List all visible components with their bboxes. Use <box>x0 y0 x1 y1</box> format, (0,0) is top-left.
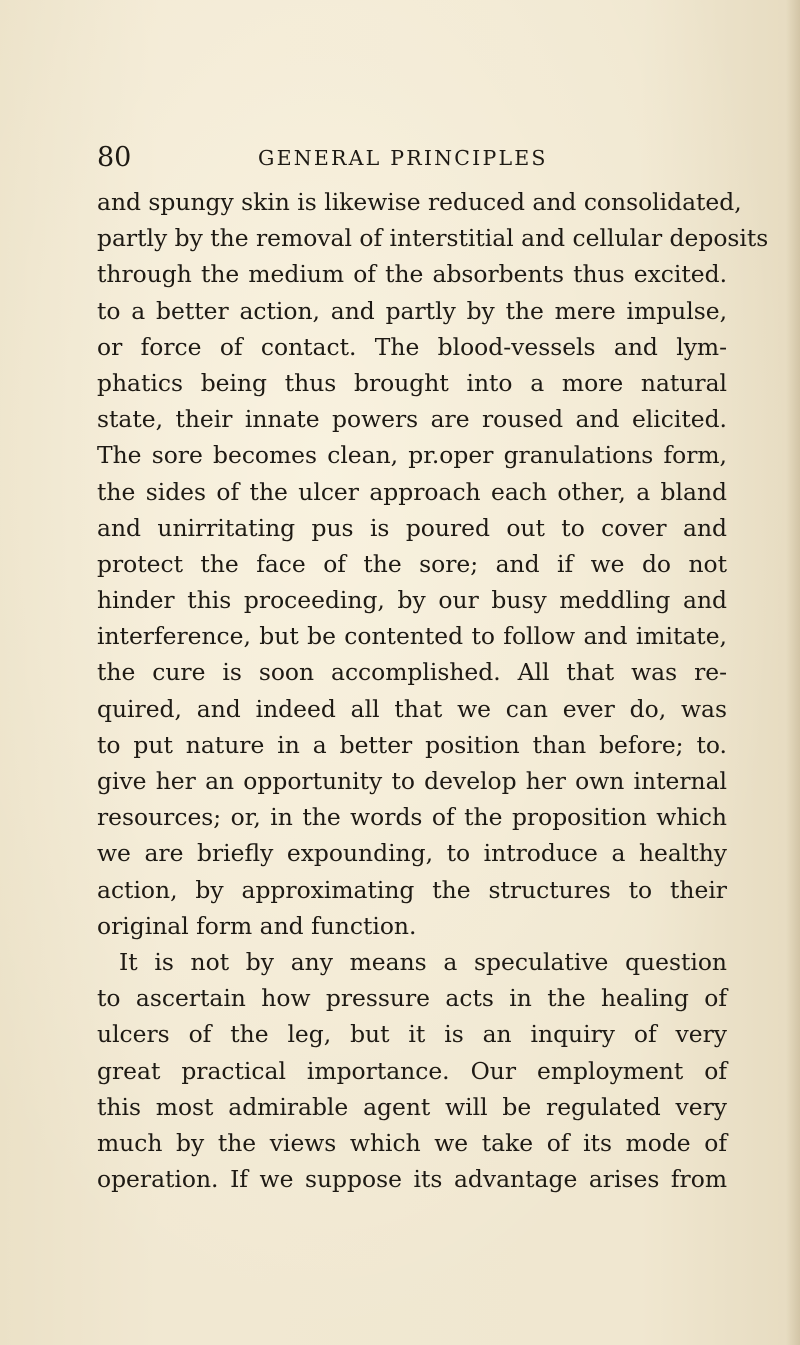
page-edge-shadow <box>786 0 800 1345</box>
text-line: The sore becomes clean, pr.oper granulations form, <box>97 441 727 470</box>
text-line: or force of contact. The blood-vessels and lym- <box>97 332 727 361</box>
text-line: we are briefly expounding, to introduce a healthy <box>97 839 727 868</box>
text-line: give her an opportunity to develop her own internal <box>97 767 727 795</box>
text-line: action, by approximating the structures to their <box>97 875 727 904</box>
text-line-paragraph-start: It is not by any means a speculative question <box>119 947 727 976</box>
text-line: operation. If we suppose its advantage arises from <box>97 1165 727 1194</box>
text-line: and spungy skin is likewise reduced and consolidated, <box>97 188 742 216</box>
text-line: partly by the removal of interstitial and cellular deposits <box>97 224 769 253</box>
page-header <box>0 138 800 178</box>
text-line: the sides of the ulcer approach each other, a bland <box>97 477 727 506</box>
text-line-paragraph-end: original form and function. <box>97 911 417 940</box>
text-line: interference, but be contented to follow and imitate, <box>97 622 727 651</box>
text-line: protect the face of the sore; and if we do not <box>97 549 727 578</box>
text-line: the cure is soon accomplished. All that was re- <box>97 658 727 687</box>
text-line: great practical importance. Our employment of <box>97 1056 727 1085</box>
text-line: resources; or, in the words of the proposition which <box>97 803 727 832</box>
text-line: to put nature in a better position than before; to. <box>97 730 727 759</box>
text-line: state, their innate powers are roused and elicited. <box>97 405 727 434</box>
text-line: hinder this proceeding, by our busy meddling and <box>97 586 727 615</box>
text-line: this most admirable agent will be regulated very <box>97 1092 727 1121</box>
text-line: to ascertain how pressure acts in the healing of <box>97 984 727 1013</box>
page-number: 80 <box>97 142 132 173</box>
text-line: to a better action, and partly by the mere impulse, <box>97 296 727 325</box>
text-line: quired, and indeed all that we can ever do, was <box>97 694 727 723</box>
text-line: phatics being thus brought into a more natural <box>97 368 727 397</box>
text-line: through the medium of the absorbents thus excited. <box>97 260 727 289</box>
text-line: ulcers of the leg, but it is an inquiry of very <box>97 1020 727 1049</box>
body-text <box>97 184 769 1197</box>
text-line: much by the views which we take of its mode of <box>97 1128 727 1157</box>
running-head: GENERAL PRINCIPLES <box>258 146 548 170</box>
text-line: and unirritating pus is poured out to cover and <box>97 513 727 542</box>
